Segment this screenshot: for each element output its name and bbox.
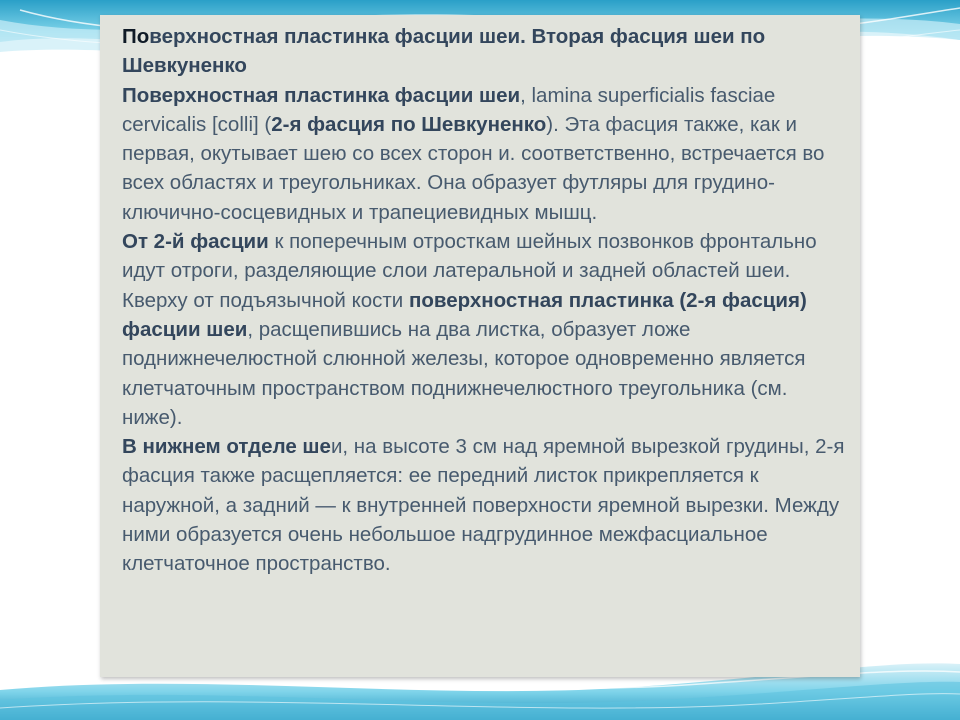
paragraph-2: [122, 227, 847, 286]
slide-title: [122, 22, 847, 81]
p4-description: и, на высоте 3 см над яремной вырезкой грудины, 2-я фасция также расщепляется: ее передний листок прикрепляется к наружной, а задний — к внутренней поверхности яремной вырезки. Между ними образуется очень небольшое надгрудинное межфасциальное клетчаточное пространство.: [122, 435, 845, 576]
p3-term: поверхностная пластинка (2-я фасция) фасции шеи: [122, 288, 807, 341]
p3-intro: Кверху от подъязычной кости: [122, 288, 409, 312]
slide-content: [122, 22, 847, 579]
slide-title-rest: верхностная пластинка фасции шеи. Вторая фасция шеи по Шевкуненко: [122, 25, 766, 78]
paragraph-4: [122, 432, 847, 578]
paragraph-3: [122, 286, 847, 432]
p2-description: к поперечным отросткам шейных позвонков фронтально идут отроги, разделяющие слои латеральной и задней областей шеи.: [122, 230, 817, 283]
p1-description: ). Эта фасция также, как и первая, окутывает шею со всех сторон и. соответственно, встречается во всех областях и треугольниках. Она образует футляры для грудино-ключично-сосцевидных и трапециевидных мышц.: [122, 112, 825, 224]
slide-title-lead: По: [122, 25, 150, 48]
paragraph-1: [122, 81, 847, 227]
p4-term: В нижнем отделе ше: [122, 435, 331, 459]
p2-term: От 2-й фасции: [122, 230, 269, 254]
p3-description: , расщепившись на два листка, образует ложе поднижнечелюстной слюнной железы, которое одновременно является клетчаточным пространством поднижнечелюстного треугольника (см. ниже).: [122, 317, 806, 429]
p1-term-second-fascia: 2-я фасция по Шевкуненко: [271, 112, 547, 136]
p1-term-superficial-lamina: Поверхностная пластинка фасции шеи: [122, 83, 521, 107]
p1-latin-name: , lamina superficialis fasciae cervicalis [colli] (: [122, 83, 776, 136]
